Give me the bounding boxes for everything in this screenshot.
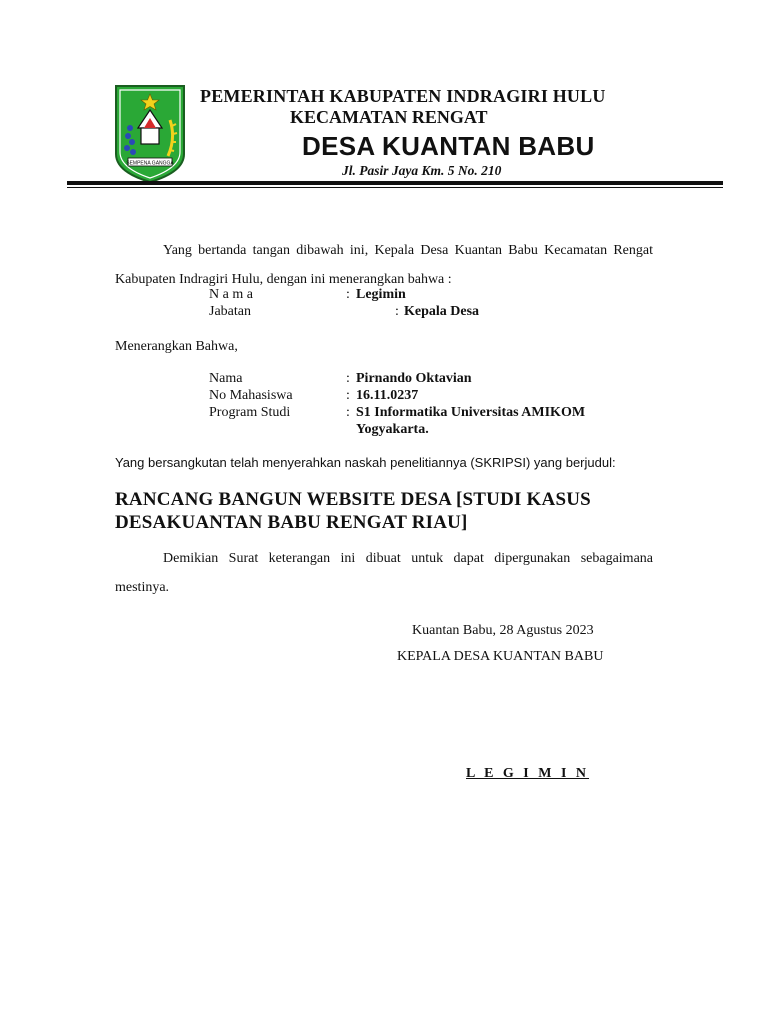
student-nim-value: 16.11.0237 <box>356 388 419 403</box>
intro-paragraph: Yang bertanda tangan dibawah ini, Kepala Desa Kuantan Babu Kecamatan Rengat Kabupaten Indragiri Hulu, dengan ini menerangkan bahwa : <box>115 243 653 287</box>
signature-role: KEPALA DESA KUANTAN BABU <box>397 649 604 664</box>
official-position-colon: : <box>395 304 399 319</box>
official-name-label: N a m a <box>209 287 253 302</box>
student-name-value: Pirnando Oktavian <box>356 371 472 386</box>
thesis-title-line1: RANCANG BANGUN WEBSITE DESA [STUDI KASUS <box>115 489 591 510</box>
student-name-colon: : <box>346 371 350 386</box>
regency-emblem-logo <box>114 84 186 184</box>
header-district-line: KECAMATAN RENGAT <box>290 107 488 127</box>
svg-text:SEMPENA GANGGA: SEMPENA GANGGA <box>126 160 174 167</box>
student-program-value-line2: Yogyakarta. <box>356 422 429 437</box>
header-divider-thick <box>67 181 723 185</box>
statement-line: Yang bersangkutan telah menyerahkan naskah penelitiannya (SKRIPSI) yang berjudul: <box>115 455 616 470</box>
thesis-title-line2: DESAKUANTAN BABU RENGAT RIAU] <box>115 512 468 533</box>
student-program-label: Program Studi <box>209 405 291 420</box>
explain-line: Menerangkan Bahwa, <box>115 339 238 354</box>
official-name-colon: : <box>346 287 350 302</box>
student-program-colon: : <box>346 405 350 420</box>
signature-name: L E G I M I N <box>466 766 590 781</box>
student-name-label: Nama <box>209 371 243 386</box>
closing-paragraph: Demikian Surat keterangan ini dibuat untuk dapat dipergunakan sebagaimana mestinya. <box>115 551 653 595</box>
official-position-value: Kepala Desa <box>404 304 480 319</box>
student-nim-label: No Mahasiswa <box>209 388 293 403</box>
official-position-label: Jabatan <box>209 304 251 319</box>
official-name-value: Legimin <box>356 287 406 302</box>
student-nim-colon: : <box>346 388 350 403</box>
header-government-line: PEMERINTAH KABUPATEN INDRAGIRI HULU <box>200 86 606 106</box>
header-address: Jl. Pasir Jaya Km. 5 No. 210 <box>342 163 502 178</box>
header-divider-thin <box>67 187 723 188</box>
signature-place-date: Kuantan Babu, 28 Agustus 2023 <box>412 623 594 638</box>
student-program-value-line1: S1 Informatika Universitas AMIKOM <box>356 405 586 420</box>
header-village-name: DESA KUANTAN BABU <box>302 131 595 161</box>
